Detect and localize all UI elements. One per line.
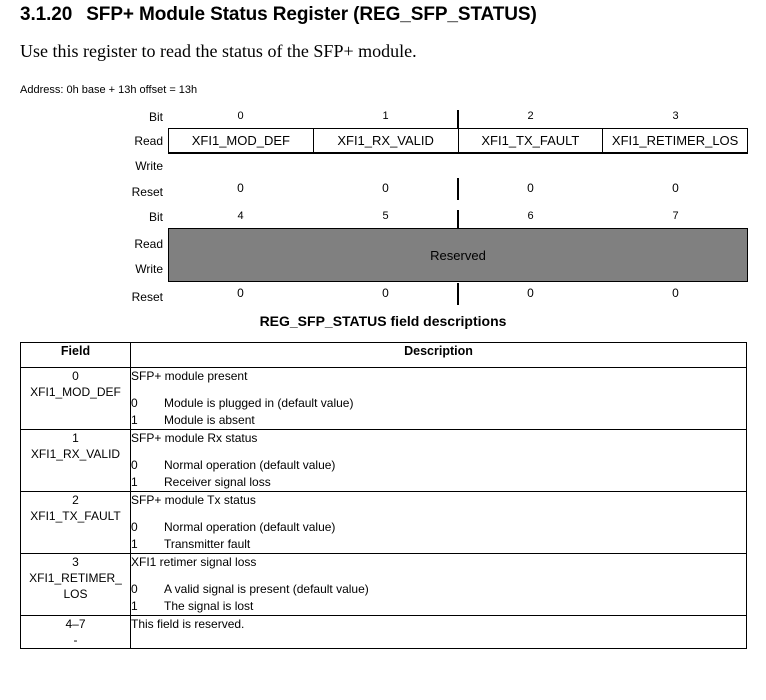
reset-value-cell-2: 0 (527, 181, 534, 195)
reg-row-label-bit-high: Bit (148, 210, 163, 224)
section-title: SFP+ Module Status Register (REG_SFP_STATUS) (86, 4, 537, 25)
bit-number-cell-high-3: 7 (672, 210, 679, 222)
enum-value: 1 (131, 537, 138, 551)
column-header-description: Description (131, 343, 747, 368)
field-bit-number: 0 (72, 369, 79, 383)
reg-row-label-bit: Bit (148, 110, 163, 124)
description-cell (131, 430, 747, 492)
intro-paragraph: Use this register to read the status of the SFP+ module. (20, 41, 417, 61)
enum-value: 1 (131, 413, 138, 427)
field-descriptions-title: REG_SFP_STATUS field descriptions (259, 313, 507, 329)
description-spacer (131, 570, 746, 581)
reset-value-cell-1: 0 (382, 181, 389, 195)
read-field-cell-3: XFI1_RETIMER_LOS (611, 133, 739, 148)
read-field-cell-1: XFI1_RX_VALID (314, 129, 459, 153)
nibble-tick-bottom (457, 178, 459, 200)
description-summary: SFP+ module present (131, 369, 248, 383)
field-bit-number: 4–7 (65, 617, 86, 631)
reg-row-label-read-high: Read (134, 237, 163, 251)
field-name: XFI1_TX_FAULT (30, 509, 121, 523)
enum-text: Normal operation (default value) (164, 458, 336, 472)
field-cell (21, 492, 131, 554)
enum-text: Transmitter fault (164, 537, 251, 551)
enum-value: 0 (131, 582, 138, 596)
bit-number-cell-1: 1 (382, 110, 389, 122)
bit-number-cell-2: 2 (527, 110, 534, 122)
enum-text: Module is absent (164, 413, 255, 427)
description-cell (131, 554, 747, 616)
reset-value-cell-high-3: 0 (672, 286, 679, 300)
enum-line (131, 395, 746, 412)
field-cell (21, 554, 131, 616)
reg-row-label-write: Write (135, 159, 163, 173)
description-spacer (131, 384, 746, 395)
reset-value-cell-high-1: 0 (382, 286, 389, 300)
read-field-cell-0: XFI1_MOD_DEF (169, 129, 314, 153)
field-bit-number: 2 (72, 493, 79, 507)
reg-row-label-reset-high: Reset (131, 290, 163, 304)
field-bit-number: 3 (72, 555, 79, 569)
nibble-tick-top (457, 110, 459, 128)
reg-row-label-read: Read (134, 134, 163, 148)
enum-line (131, 412, 746, 429)
table-row (21, 554, 747, 616)
reset-value-cell-0: 0 (237, 181, 244, 195)
enum-line (131, 457, 746, 474)
enum-value: 0 (131, 396, 138, 410)
field-name: - (73, 633, 78, 647)
write-row-0-3 (168, 152, 748, 154)
table-row (21, 616, 747, 649)
field-cell (21, 430, 131, 492)
enum-value: 0 (131, 520, 138, 534)
field-descriptions-table (20, 342, 747, 649)
bit-number-cell-high-2: 6 (527, 210, 534, 222)
field-cell (21, 368, 131, 430)
description-cell (131, 368, 747, 430)
reg-row-label-reset: Reset (131, 185, 163, 199)
field-name: XFI1_MOD_DEF (30, 385, 121, 399)
enum-text: A valid signal is present (default value) (164, 582, 369, 596)
table-row (21, 492, 747, 554)
enum-text: The signal is lost (164, 599, 254, 613)
enum-line (131, 581, 746, 598)
enum-text: Normal operation (default value) (164, 520, 336, 534)
reg-row-label-write-high: Write (135, 262, 163, 276)
reset-value-cell-3: 0 (672, 181, 679, 195)
read-field-cell-2: XFI1_TX_FAULT (459, 129, 604, 153)
reset-value-cell-high-0: 0 (237, 286, 244, 300)
enum-text: Module is plugged in (default value) (164, 396, 354, 410)
table-header-row (21, 343, 747, 368)
enum-line (131, 536, 746, 553)
bit-number-cell-0: 0 (237, 110, 244, 122)
section-number: 3.1.20 (20, 4, 73, 25)
field-name: XFI1_RETIMER_ LOS (29, 571, 122, 601)
description-summary: XFI1 retimer signal loss (131, 555, 257, 569)
field-name: XFI1_RX_VALID (30, 447, 121, 461)
reserved-block: Reserved (168, 228, 748, 282)
field-bit-number: 1 (72, 431, 79, 445)
field-cell (21, 616, 131, 649)
address-line: Address: 0h base + 13h offset = 13h (20, 84, 198, 96)
nibble-tick-top-high (457, 210, 459, 228)
description-spacer (131, 446, 746, 457)
bit-number-cell-high-1: 5 (382, 210, 389, 222)
description-cell (131, 492, 747, 554)
read-row-0-3 (168, 128, 748, 153)
description-summary: SFP+ module Tx status (131, 493, 256, 507)
bit-number-cell-3: 3 (672, 110, 679, 122)
description-summary: This field is reserved. (131, 617, 245, 631)
description-spacer (131, 508, 746, 519)
bit-number-cell-high-0: 4 (237, 210, 244, 222)
enum-line (131, 598, 746, 615)
enum-value: 0 (131, 458, 138, 472)
nibble-tick-bottom-high (457, 283, 459, 305)
enum-value: 1 (131, 599, 138, 613)
page-title (20, 4, 537, 26)
description-summary: SFP+ module Rx status (131, 431, 258, 445)
column-header-field: Field (21, 343, 131, 368)
enum-text: Receiver signal loss (164, 475, 271, 489)
enum-line (131, 519, 746, 536)
reset-value-cell-high-2: 0 (527, 286, 534, 300)
table-row (21, 368, 747, 430)
description-cell (131, 616, 747, 649)
enum-line (131, 474, 746, 491)
table-row (21, 430, 747, 492)
enum-value: 1 (131, 475, 138, 489)
